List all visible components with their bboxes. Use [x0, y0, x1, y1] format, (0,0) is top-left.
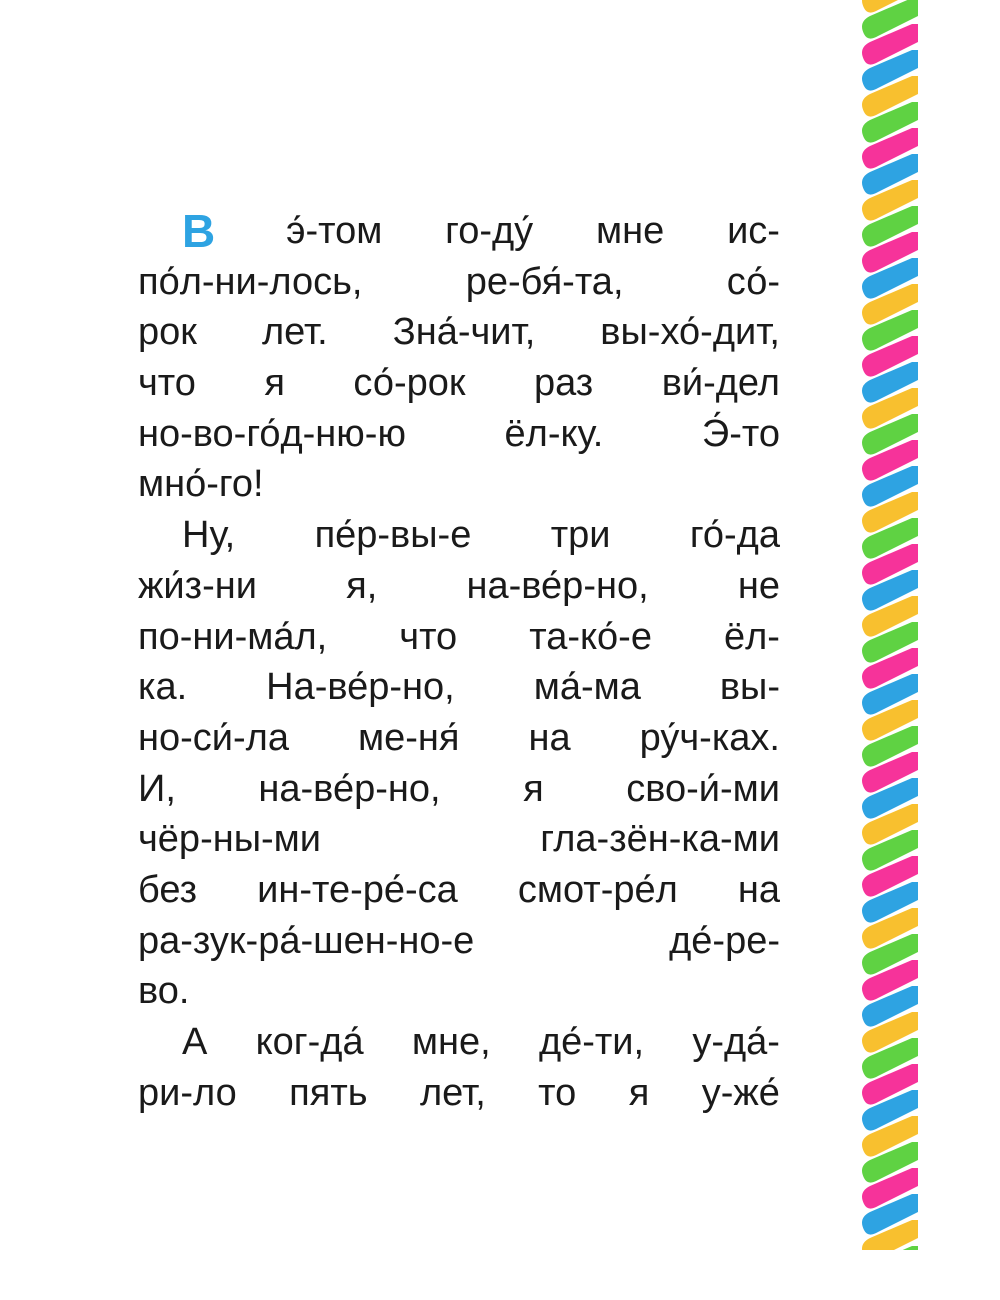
word: у-же́ [701, 1071, 780, 1114]
word: по́л-ни-лось, [138, 260, 363, 303]
text-line [138, 358, 780, 409]
word: ка. [138, 666, 188, 709]
text-line [138, 662, 780, 713]
word: ког-да́ [255, 1021, 364, 1063]
text-line [138, 814, 780, 865]
word: что [399, 615, 458, 658]
text-line [138, 764, 780, 815]
word: на [737, 868, 780, 911]
word: но-во-го́д-ню-ю [138, 412, 406, 455]
word: по-ни-ма́л, [138, 615, 328, 658]
word: вы- [719, 666, 780, 709]
word: де́-ти, [538, 1021, 645, 1063]
word: я, [346, 564, 378, 607]
word: я [523, 767, 544, 810]
text-line [138, 1017, 780, 1068]
word: та-ко́-е [529, 615, 652, 658]
text-line [138, 510, 780, 561]
word: со́-рок [353, 362, 466, 405]
word: ин-те-ре́-са [257, 868, 458, 911]
word: раз [533, 362, 594, 405]
text-line [138, 1068, 780, 1119]
drop-cap: В [182, 205, 216, 257]
word: На-ве́р-но, [266, 666, 455, 709]
word: рок [138, 311, 197, 354]
word: три [550, 514, 611, 557]
word: ра-зук-ра́-шен-но-е [138, 919, 475, 962]
decorative-ribbon [856, 0, 918, 1250]
word: мно́-го! [138, 463, 264, 506]
word: лет. [261, 311, 328, 354]
word: А [182, 1021, 208, 1063]
word: не [737, 564, 780, 607]
word: со́- [726, 260, 780, 303]
word: жи́з-ни [138, 564, 257, 607]
word: мне, [411, 1021, 491, 1063]
ribbon-stripes [856, 0, 918, 1250]
word: Э́-то [701, 412, 780, 455]
word: э́-том [286, 210, 383, 252]
text-line [138, 916, 780, 967]
word: Ну, [182, 514, 236, 557]
first-word-group [182, 206, 223, 257]
word: мне [596, 210, 665, 252]
story-text [138, 206, 780, 1118]
text-line [138, 206, 780, 257]
word: во. [138, 970, 190, 1013]
word: что [138, 362, 196, 405]
word: на-ве́р-но, [258, 767, 441, 810]
word: ру́ч-ках. [639, 716, 780, 759]
text-line [138, 561, 780, 612]
word: чёр-ны-ми [138, 818, 322, 861]
text-line [138, 409, 780, 460]
text-line [138, 865, 780, 916]
word: го́-да [689, 514, 780, 557]
word: ви́-дел [661, 362, 780, 405]
text-line [138, 257, 780, 308]
word: у-да́- [692, 1021, 780, 1063]
word: вы-хо́-дит, [600, 311, 780, 354]
word: смот-ре́л [517, 868, 678, 911]
word: я [264, 362, 285, 405]
word: гла-зён-ка-ми [540, 818, 780, 861]
text-line [138, 966, 780, 1017]
word: ре-бя́-та, [465, 260, 624, 303]
word: ри-ло [138, 1071, 237, 1114]
text-line [138, 307, 780, 358]
word: ме-ня́ [358, 716, 460, 759]
word: на [528, 716, 571, 759]
word: на-ве́р-но, [466, 564, 649, 607]
word: го-ду́ [445, 210, 534, 252]
word: но-си́-ла [138, 716, 289, 759]
word: ис- [727, 210, 780, 252]
word: пять [289, 1071, 368, 1114]
word: де́-ре- [669, 919, 780, 962]
word: ёл- [724, 615, 780, 658]
word: лет, [419, 1071, 486, 1114]
text-line [138, 612, 780, 663]
word: И, [138, 767, 176, 810]
word: пе́р-вы-е [314, 514, 472, 557]
word: я [628, 1071, 650, 1114]
word: ма́-ма [533, 666, 641, 709]
word: сво-и́-ми [626, 767, 780, 810]
word: то [538, 1071, 577, 1114]
text-line [138, 713, 780, 764]
word: ёл-ку. [504, 412, 604, 455]
text-line [138, 459, 780, 510]
word: без [138, 868, 198, 911]
word: Зна́-чит, [392, 311, 536, 354]
